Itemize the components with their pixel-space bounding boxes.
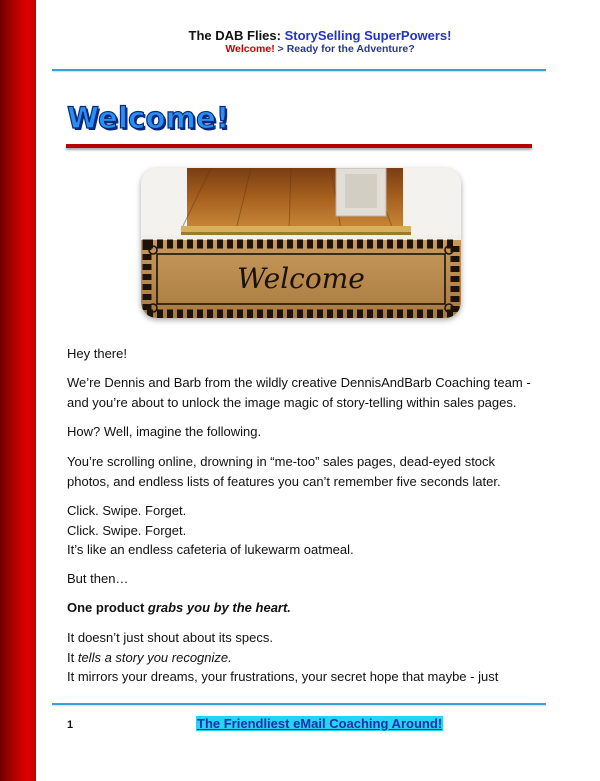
one-product-line: [67, 598, 537, 618]
breadcrumb-next: Ready for the Adventure?: [286, 43, 415, 55]
body-paragraph-how: [67, 422, 537, 442]
how-text: How? Well, imagine the following.: [67, 424, 262, 439]
breadcrumb-current: Welcome!: [225, 43, 275, 55]
document-header-title: [40, 28, 600, 43]
greeting-text: Hey there!: [67, 346, 127, 361]
body-paragraph-specs: [67, 628, 537, 687]
specs-line-2-prefix: It: [67, 649, 78, 665]
specs-line-2: [67, 648, 537, 668]
header-brand-title: StorySelling SuperPowers!: [284, 28, 452, 43]
body-paragraph-scrolling: [67, 452, 537, 491]
body-paragraph-intro: [67, 373, 537, 412]
red-side-bar: [0, 0, 36, 781]
footer-coaching-link[interactable]: The Friendliest eMail Coaching Around!: [197, 716, 443, 731]
header-title-prefix: The DAB Flies:: [188, 28, 281, 43]
title-underline: [66, 144, 532, 148]
specs-line-3: It mirrors your dreams, your frustrations, your secret hope that maybe - just: [67, 669, 499, 684]
but-then-text: But then…: [67, 571, 129, 586]
page-title: Welcome!: [67, 101, 230, 135]
click-swipe-line-3: It’s like an endless cafeteria of lukewarm oatmeal.: [67, 542, 354, 557]
scrolling-line-2: photos, and endless lists of features you can’t remember five seconds later.: [67, 473, 501, 489]
body-paragraph-click-swipe: [67, 501, 537, 560]
intro-line-2: and you’re about to unlock the image magic of story-telling within sales pages.: [67, 394, 517, 410]
breadcrumb-separator: >: [277, 43, 284, 55]
welcome-mat-image: [141, 168, 461, 318]
click-swipe-line-2: Click. Swipe. Forget.: [67, 522, 187, 538]
one-product-bold-italic: grabs you by the heart.: [147, 600, 291, 615]
welcome-mat-text: Welcome: [237, 262, 365, 295]
intro-line-1: We’re Dennis and Barb from the wildly creative DennisAndBarb Coaching team -: [67, 375, 531, 390]
breadcrumb: [40, 43, 600, 55]
one-product-bold: One product: [67, 600, 148, 615]
body-paragraph-one-product: [67, 598, 537, 618]
click-swipe-line-1: Click. Swipe. Forget.: [67, 503, 187, 518]
specs-line-1: It doesn’t just shout about its specs.: [67, 630, 273, 645]
header-divider: [52, 69, 546, 71]
footer-divider: [52, 703, 546, 705]
page-number: 1: [67, 719, 74, 731]
body-paragraph-but-then: [67, 569, 537, 589]
scrolling-line-1: You’re scrolling online, drowning in “me-too” sales pages, dead-eyed stock: [67, 454, 496, 469]
specs-line-2-italic: tells a story you recognize.: [77, 649, 232, 665]
body-paragraph-greeting: [67, 344, 537, 364]
